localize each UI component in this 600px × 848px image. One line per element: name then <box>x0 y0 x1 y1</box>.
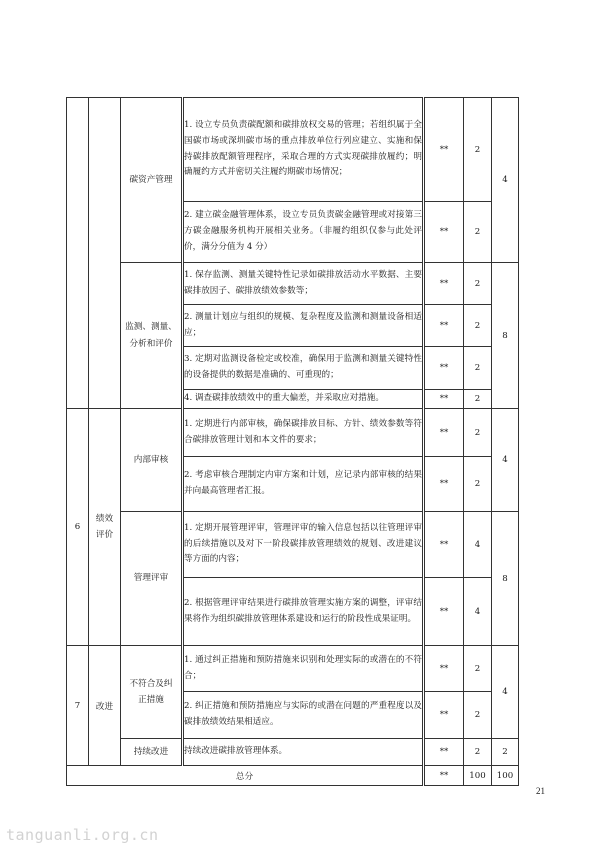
criterion-text: 3. 定期对监测设备检定或校准，确保用于监测和测量关键特性的设备提供的数据是准确的、可重现的； <box>183 347 424 390</box>
page-number: 21 <box>536 786 545 796</box>
level-cell: ** <box>424 457 464 512</box>
criterion-text: 1. 设立专员负责碳配额和碳排放权交易的管理；若组织属于全国碳市场或深圳碳市场的重点排放单位行列应建立、实施和保持碳排放配额管理程序，采取合理的方式实现碳排放履约；明确履约方式并密切关注履约期碳市场情况； <box>183 98 424 202</box>
score-cell: 2 <box>464 202 492 263</box>
level-cell: ** <box>424 409 464 457</box>
level-cell: ** <box>424 202 464 263</box>
category-cell: 管理评审 <box>121 512 183 646</box>
total-score: 100 <box>464 766 492 786</box>
criterion-text: 2. 考虑审核合理制定内审方案和计划，应记录内部审核的结果并向最高管理者汇报。 <box>183 457 424 512</box>
score-cell: 4 <box>464 578 492 646</box>
criterion-text: 持续改进碳排放管理体系。 <box>183 739 424 766</box>
subtotal-cell: 8 <box>492 512 519 646</box>
category-cell: 监测、测量、分析和评价 <box>121 263 183 409</box>
level-cell: ** <box>424 578 464 646</box>
category-cell: 不符合及纠正措施 <box>121 646 183 739</box>
table-row <box>67 646 519 692</box>
table-row <box>67 98 519 202</box>
section-number: 7 <box>67 646 89 766</box>
level-cell: ** <box>424 347 464 390</box>
section-number: 6 <box>67 409 89 646</box>
section-name: 改进 <box>89 646 121 766</box>
section-name: 绩效评价 <box>89 409 121 646</box>
subtotal-cell: 4 <box>492 646 519 739</box>
score-cell: 2 <box>464 347 492 390</box>
score-cell: 2 <box>464 263 492 305</box>
criterion-text: 2. 建立碳金融管理体系，设立专员负责碳金融管理或对接第三方碳金融服务机构开展相关业务。（非履约组织仅参与此处评价，满分分值为 4 分） <box>183 202 424 263</box>
score-cell: 2 <box>464 457 492 512</box>
watermark: tanguanli.org.cn <box>6 826 159 844</box>
score-cell: 2 <box>464 646 492 692</box>
criterion-text: 2. 根据管理评审结果进行碳排放管理实施方案的调整，评审结果将作为组织碳排放管理体系建设和运行的阶段性成果证明。 <box>183 578 424 646</box>
total-row <box>67 766 519 786</box>
subtotal-cell: 2 <box>492 739 519 766</box>
score-cell: 2 <box>464 98 492 202</box>
level-cell: ** <box>424 692 464 739</box>
category-cell: 碳资产管理 <box>121 98 183 263</box>
criterion-text: 2. 纠正措施和预防措施应与实际的或潜在问题的严重程度以及碳排放绩效结果相适应。 <box>183 692 424 739</box>
section-name-cell <box>89 98 121 409</box>
criterion-text: 4. 调查碳排放绩效中的重大偏差，并采取应对措施。 <box>183 390 424 409</box>
score-cell: 2 <box>464 305 492 347</box>
level-cell: ** <box>424 512 464 578</box>
score-cell: 4 <box>464 512 492 578</box>
total-subtotal: 100 <box>492 766 519 786</box>
level-cell: ** <box>424 390 464 409</box>
score-cell: 2 <box>464 739 492 766</box>
criterion-text: 1. 保存监测、测量关键特性记录如碳排放活动水平数据、主要碳排放因子、碳排放绩效参数等； <box>183 263 424 305</box>
category-cell: 内部审核 <box>121 409 183 512</box>
category-cell: 持续改进 <box>121 739 183 766</box>
subtotal-cell: 4 <box>492 409 519 512</box>
criterion-text: 1. 通过纠正措施和预防措施来识别和处理实际的或潜在的不符合； <box>183 646 424 692</box>
score-cell: 2 <box>464 692 492 739</box>
table-row <box>67 263 519 305</box>
level-cell: ** <box>424 646 464 692</box>
criterion-text: 1. 定期开展管理评审，管理评审的输入信息包括以往管理评审的后续措施以及对下一阶段碳排放管理绩效的规划、改进建议等方面的内容； <box>183 512 424 578</box>
level-cell: ** <box>424 263 464 305</box>
subtotal-cell: 4 <box>492 98 519 263</box>
level-cell: ** <box>424 305 464 347</box>
score-cell: 2 <box>464 390 492 409</box>
criterion-text: 2. 测量计划应与组织的规模、复杂程度及监测和测量设备相适应； <box>183 305 424 347</box>
level-cell: ** <box>424 98 464 202</box>
subtotal-cell: 8 <box>492 263 519 409</box>
criterion-text: 1. 定期进行内部审核，确保碳排放目标、方针、绩效参数等符合碳排放管理计划和本文件的要求； <box>183 409 424 457</box>
table-row <box>67 409 519 457</box>
score-cell: 2 <box>464 409 492 457</box>
scoring-table <box>66 97 519 786</box>
total-label: 总分 <box>67 766 424 786</box>
level-cell: ** <box>424 739 464 766</box>
section-number-cell <box>67 98 89 409</box>
table-row <box>67 512 519 578</box>
table-row <box>67 739 519 766</box>
total-level: ** <box>424 766 464 786</box>
